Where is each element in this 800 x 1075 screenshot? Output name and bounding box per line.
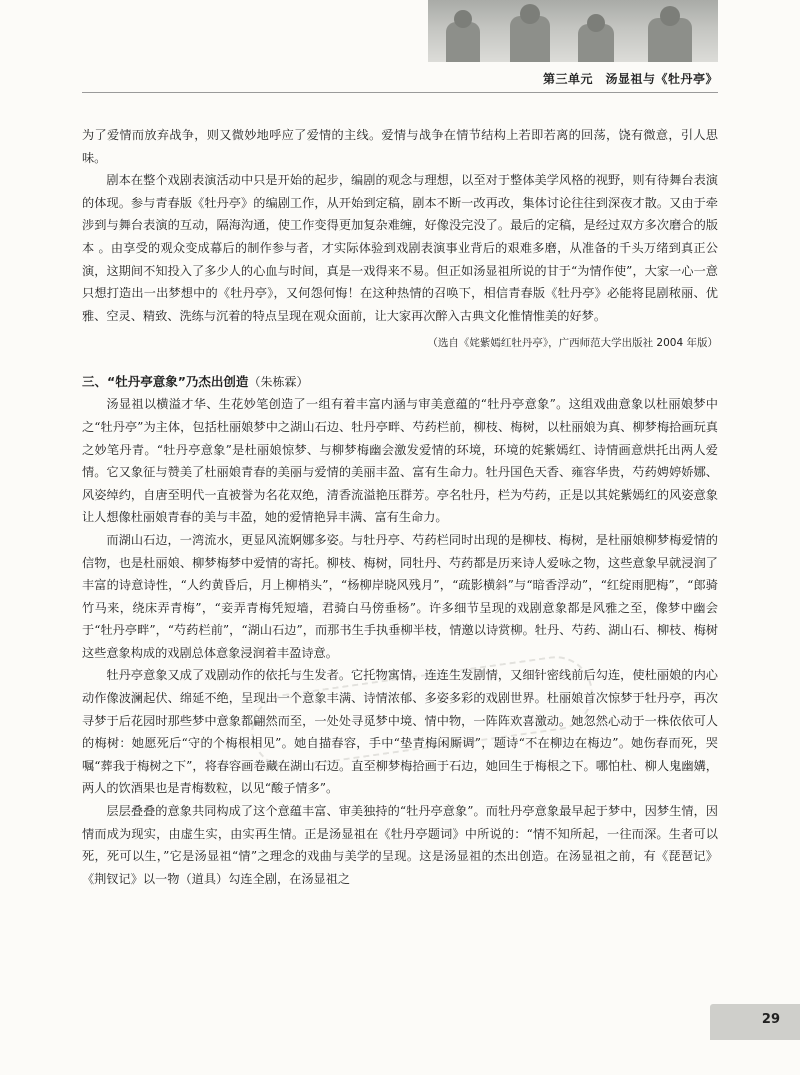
paragraph: 汤显祖以横溢才华、生花妙笔创造了一组有着丰富内涵与审美意蕴的“牡丹亭意象”。这组戏曲意象以杜丽娘梦中之“牡丹亭”为主体，包括杜丽娘梦中之湖山石边、牡丹亭畔、芍药栏前，柳枝、梅树，以杜丽娘为真、柳梦梅拾画玩真之妙笔丹青。“牡丹亭意象”是杜丽娘惊梦、与柳梦梅幽会激发爱情的环境，环境的姹紫嫣红、诗情画意烘托出两人爱情。它又象征与赞美了杜丽娘青春的美丽与爱情的美丽丰盈、富有生命力。牡丹国色天香、雍容华贵，芍药娉婷娇娜、风姿绰约，自唐至明代一直被誉为名花双绝，清香流溢艳压群芳。亭名牡丹，栏为芍药，正是以其姹紫嫣红的风姿意象让人想像杜丽娘青春的美与丰盈，她的爱情艳异丰满、富有生命力。	[82, 397, 718, 525]
paragraph: 而湖山石边，一湾流水，更显风流婀娜多姿。与牡丹亭、芍药栏同时出现的是柳枝、梅树，是杜丽娘柳梦梅爱情的信物，也是杜丽娘、柳梦梅梦中爱情的寄托。柳枝、梅树，同牡丹、芍药都是历来诗人爱咏之物，这些意象早就浸润了丰富的诗意诗性，“人约黄昏后，月上柳梢头”，“杨柳岸晓风残月”，“疏影横斜”与“暗香浮动”，“红绽雨肥梅”，“郎骑竹马来，绕床弄青梅”，“妾弄青梅凭短墙，君骑白马傍垂杨”。许多细节呈现的戏剧意象都是风雅之至，像梦中幽会于“牡丹亭畔”，“芍药栏前”，“湖山石边”，而那书生手执垂柳半枝，情邀以诗赏柳。牡丹、芍药、湖山石、柳枝、梅树这些意象构成的戏剧总体意象浸润着丰盈诗意。	[82, 532, 718, 660]
page-number-tab	[710, 1004, 800, 1040]
section-author: （朱栋霖）	[248, 375, 309, 390]
page-number: 29	[761, 1012, 780, 1027]
paragraph: 牡丹亭意象又成了戏剧动作的依托与生发者。它托物寓情，连连生发剧情，又细针密线前后勾连，使杜丽娘的内心动作像波澜起伏、绵延不绝，呈现出一个意象丰满、诗情浓郁、多姿多彩的戏剧世界。杜丽娘首次惊梦于牡丹亭，再次寻梦于后花园时那些梦中意象都翩然而至，一处处寻觅梦中境、情中物，一阵阵欢喜激动。她忽然心动于一株依依可人的梅树：她愿死后“守的个梅根相见”。她自描春容，手中“垫青梅闲厮调”，题诗“不在柳边在梅边”。她伤春而死，哭嘱“葬我于梅树之下”，将春容画卷藏在湖山石边。直至柳梦梅拾画于石边，她回生于梅根之下。哪怕杜、柳人鬼幽媾，两人的饮酒果也是青梅数粒，以见“酸子情多”。	[82, 668, 718, 796]
source-citation: （选自《姹紫嫣红牡丹亭》，广西师范大学出版社 2004 年版）	[427, 337, 718, 350]
header-banner-image	[428, 0, 718, 62]
paragraph: 层层叠叠的意象共同构成了这个意蕴丰富、审美独持的“牡丹亭意象”。而牡丹亭意象最早起于梦中，因梦生情，因情而成为现实，由虚生实，由实再生情。正是汤显祖在《牡丹亭题词》中所说的：“情不知所起，一往而深。生者可以死，死可以生，”它是汤显祖“情”之理念的戏曲与美学的呈现。这是汤显祖的杰出创造。在汤显祖之前，有《琵琶记》《荆钗记》以一物（道具）勾连全剧，在汤显祖之	[82, 804, 718, 886]
paragraph-continued: 为了爱情而放弃战争，则又微妙地呼应了爱情的主线。爱情与战争在情节结构上若即若离的回荡，饶有微意，引人思味。	[82, 128, 718, 165]
paragraph: 剧本在整个戏剧表演活动中只是开始的起步，编剧的观念与理想，以至对于整体美学风格的视野，则有待舞台表演的体现。参与青春版《牡丹亭》的编剧工作，从开始到定稿，剧本不断一改再改，集体讨论往往到深夜才散。又由于牵涉到与舞台表演的互动，隔海沟通，使工作变得更加复杂难缠，好像没完没了。最后的定稿，是经过双方多次磨合的版本 。由享受的观众变成幕后的制作参与者，才实际体验到戏剧表演事业背后的艰难多磨，从准备的千头万绪到真正公演，这期间不知投入了多少人的心血与时间，真是一戏得来不易。但正如汤显祖所说的甘于“为情作使”，大家一心一意只想打造出一出梦想中的《牡丹亭》，又何怨何悔！在这种热情的召唤下，相信青春版《牡丹亭》必能将昆剧秾丽、优雅、空灵、精致、洗练与沉着的特点呈现在观众面前，让大家再次醉入古典文化惟情惟美的好梦。	[82, 173, 718, 323]
section-title: 三、“牡丹亭意象”乃杰出创造	[82, 374, 249, 390]
section-heading	[82, 371, 718, 393]
header-divider	[82, 92, 718, 93]
chapter-header: 第三单元 汤显祖与《牡丹亭》	[542, 72, 718, 86]
page-body	[82, 124, 718, 890]
